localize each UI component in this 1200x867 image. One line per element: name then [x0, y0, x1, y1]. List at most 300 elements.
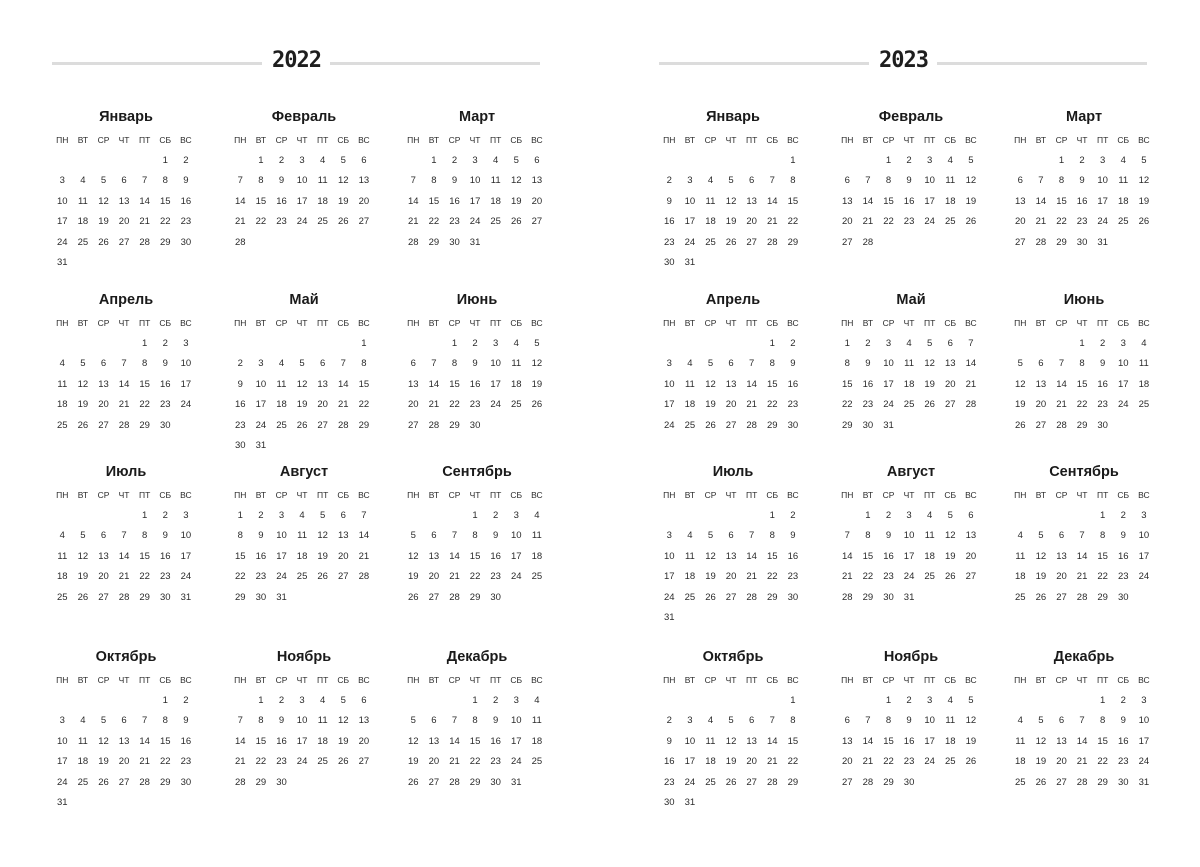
weekday-label: СБ [337, 318, 350, 328]
day-cell: 26 [705, 591, 716, 603]
day-cell: 14 [746, 550, 757, 562]
week-row [659, 715, 807, 735]
weekday-label: ВС [965, 675, 977, 685]
empty-day [680, 695, 701, 715]
weekday-label: ВС [180, 675, 192, 685]
empty-day [1031, 155, 1052, 175]
day-cell: 1 [431, 155, 437, 166]
day-cell: 26 [337, 216, 349, 228]
day-cell: 11 [490, 175, 501, 187]
day-cell: 15 [883, 735, 894, 747]
day-cell: 2 [278, 155, 285, 166]
empty-day [176, 420, 197, 440]
day-cell: 20 [746, 756, 757, 768]
weekday-label: ПТ [317, 490, 329, 500]
empty-day [1134, 237, 1155, 257]
day-cell: 28 [862, 776, 874, 788]
weekday-label: ВС [787, 490, 799, 500]
day-cell: 25 [490, 216, 501, 228]
day-cell: 20 [531, 195, 543, 207]
day-cell: 22 [469, 756, 481, 768]
day-cell: 22 [139, 399, 150, 411]
day-cell: 24 [57, 776, 68, 788]
day-cell: 18 [510, 378, 522, 390]
day-cell: 30 [180, 776, 192, 788]
day-cell: 28 [965, 399, 977, 411]
week-row [1010, 510, 1158, 530]
weekday-label: СР [1055, 675, 1068, 685]
day-cell: 23 [903, 756, 915, 768]
day-cell: 23 [276, 756, 287, 768]
day-cell: 27 [98, 591, 109, 603]
weekday-label: СБ [766, 490, 779, 500]
weekday-label: ПТ [1097, 318, 1109, 328]
weekday-header [52, 318, 200, 328]
week-row [659, 358, 807, 378]
day-cell: 9 [493, 715, 499, 727]
day-cell: 11 [531, 530, 542, 542]
week-row [403, 530, 551, 550]
week-row [230, 155, 378, 175]
day-cell: 7 [1079, 530, 1085, 542]
day-cell: 3 [687, 175, 693, 187]
day-cell: 7 [769, 175, 775, 187]
empty-day [940, 777, 961, 797]
month-1 [659, 109, 807, 279]
weekday-header [230, 675, 378, 685]
day-cell: 2 [1100, 338, 1106, 349]
day-cell: 26 [965, 756, 977, 768]
weekday-label: ЧТ [469, 135, 481, 145]
day-cell: 5 [340, 155, 346, 166]
day-cell: 29 [428, 236, 440, 248]
day-cell: 27 [428, 591, 440, 603]
day-cell: 1 [885, 155, 892, 166]
weekday-header [1010, 135, 1158, 145]
day-cell: 1 [1079, 338, 1085, 349]
day-cell: 18 [57, 571, 68, 583]
empty-day [230, 695, 251, 715]
weekday-header [52, 490, 200, 500]
week-row [403, 777, 551, 797]
day-cell: 6 [749, 715, 755, 727]
day-cell: 10 [1138, 530, 1150, 542]
day-cell: 16 [664, 756, 675, 768]
week-row [659, 530, 807, 550]
day-cell: 19 [725, 216, 737, 228]
weekday-label: ПТ [1097, 675, 1109, 685]
weekday-label: СР [275, 675, 288, 685]
day-cell: 21 [449, 571, 460, 583]
weekday-label: ПН [663, 135, 676, 145]
day-cell: 5 [1038, 530, 1044, 542]
day-cell: 17 [1117, 378, 1129, 390]
day-cell: 23 [1097, 399, 1108, 411]
week-row [659, 399, 807, 419]
day-cell: 16 [159, 378, 171, 390]
empty-day [354, 592, 375, 612]
day-cell: 5 [80, 530, 86, 542]
day-cell: 30 [490, 776, 501, 788]
week-row [659, 196, 807, 216]
day-cell: 16 [276, 735, 287, 747]
day-cell: 30 [235, 440, 246, 451]
day-cell: 30 [903, 776, 915, 788]
month-6 [403, 292, 551, 462]
day-cell: 26 [77, 419, 89, 431]
day-cell: 7 [410, 175, 416, 187]
day-cell: 25 [1138, 399, 1150, 411]
day-cell: 30 [1117, 591, 1129, 603]
day-cell: 2 [472, 338, 478, 349]
weekday-header [837, 318, 985, 328]
day-cell: 8 [142, 530, 148, 542]
day-cell: 1 [769, 510, 775, 521]
weekday-label: СБ [159, 490, 172, 500]
day-cell: 17 [276, 550, 287, 562]
weekday-label: ПН [407, 318, 420, 328]
day-cell: 11 [531, 715, 542, 727]
week-row [837, 196, 985, 216]
day-cell: 5 [968, 695, 974, 706]
week-row [659, 612, 807, 632]
week-row [403, 715, 551, 735]
day-cell: 19 [98, 216, 109, 228]
week-row [659, 592, 807, 612]
weekday-label: ПТ [924, 490, 936, 500]
day-cell: 11 [276, 378, 287, 390]
day-cell: 18 [531, 735, 543, 747]
day-cell: 1 [142, 338, 148, 349]
day-cell: 22 [787, 756, 799, 768]
weekday-label: ПТ [490, 675, 502, 685]
day-cell: 3 [183, 338, 189, 349]
week-row [1010, 736, 1158, 756]
day-cell: 21 [139, 756, 150, 768]
weekday-label: ЧТ [469, 675, 481, 685]
month-8 [837, 464, 985, 634]
empty-day [403, 338, 424, 358]
day-cell: 20 [337, 550, 349, 562]
week-row [837, 216, 985, 236]
day-cell: 10 [924, 715, 935, 727]
day-cell: 17 [924, 195, 935, 207]
weekday-label: ЧТ [725, 135, 737, 145]
empty-day [73, 510, 94, 530]
day-cell: 13 [428, 550, 440, 562]
day-cell: 27 [725, 419, 737, 431]
empty-day [837, 695, 858, 715]
week-row [403, 358, 551, 378]
week-row [52, 551, 200, 571]
day-cell: 4 [687, 358, 693, 370]
day-cell: 1 [865, 510, 871, 521]
day-cell: 15 [255, 195, 267, 207]
day-cell: 15 [469, 550, 481, 562]
day-cell: 19 [924, 378, 935, 390]
day-cell: 27 [842, 776, 853, 788]
day-cell: 30 [664, 257, 675, 268]
empty-day [783, 257, 804, 277]
empty-day [762, 155, 783, 175]
day-cell: 27 [1056, 776, 1067, 788]
week-row [659, 777, 807, 797]
day-cell: 6 [340, 510, 346, 521]
day-cell: 3 [1141, 510, 1147, 521]
weekday-label: СБ [510, 675, 523, 685]
day-cell: 1 [142, 510, 148, 521]
day-cell: 27 [98, 419, 109, 431]
empty-day [114, 338, 135, 358]
day-cell: 25 [944, 756, 956, 768]
empty-day [93, 257, 114, 277]
day-cell: 7 [451, 715, 458, 727]
day-cell: 24 [684, 236, 696, 248]
week-row [659, 216, 807, 236]
week-row [837, 592, 985, 612]
day-cell: 14 [965, 358, 977, 370]
day-cell: 5 [340, 695, 346, 706]
week-row [230, 551, 378, 571]
weekday-label: СБ [159, 135, 172, 145]
weekday-label: ВТ [255, 490, 267, 500]
day-cell: 28 [1056, 419, 1067, 431]
day-cell: 24 [664, 419, 675, 431]
day-cell: 2 [906, 155, 912, 166]
day-cell: 25 [684, 419, 696, 431]
day-cell: 24 [924, 216, 935, 228]
empty-day [721, 155, 742, 175]
day-cell: 14 [449, 550, 460, 562]
week-row [1010, 379, 1158, 399]
day-cell: 11 [317, 715, 328, 727]
month-name: Октябрь [702, 649, 764, 665]
week-row [403, 175, 551, 195]
day-cell: 25 [1015, 591, 1026, 603]
day-cell: 8 [865, 530, 871, 542]
day-cell: 8 [162, 715, 168, 727]
weekday-label: СР [97, 135, 110, 145]
week-row [659, 175, 807, 195]
weekday-label: ЧТ [1076, 490, 1088, 500]
week-row [52, 237, 200, 257]
day-cell: 28 [1076, 591, 1088, 603]
day-cell: 28 [746, 419, 757, 431]
weekday-label: ПН [841, 675, 854, 685]
day-cell: 24 [510, 756, 522, 768]
week-row [659, 797, 807, 817]
day-cell: 6 [121, 175, 127, 187]
day-cell: 15 [358, 378, 370, 390]
weekday-label: ВС [180, 135, 192, 145]
weekday-label: ВТ [1035, 135, 1047, 145]
week-row [837, 237, 985, 257]
day-cell: 4 [707, 715, 714, 727]
day-cell: 26 [77, 591, 89, 603]
day-cell: 21 [408, 216, 419, 228]
day-cell: 23 [1076, 216, 1088, 228]
week-row [230, 736, 378, 756]
empty-day [1134, 420, 1155, 440]
weekday-label: ПН [1014, 135, 1027, 145]
day-cell: 13 [98, 550, 109, 562]
month-11 [837, 649, 985, 819]
day-cell: 16 [469, 378, 481, 390]
day-cell: 25 [531, 756, 543, 768]
months-grid [52, 109, 552, 829]
empty-day [403, 155, 424, 175]
day-cell: 8 [844, 358, 850, 370]
weekday-label: ВТ [862, 675, 874, 685]
year-rule-left [659, 62, 869, 65]
empty-day [292, 338, 313, 358]
day-cell: 25 [317, 216, 328, 228]
year-rule-right [330, 62, 540, 65]
day-cell: 4 [59, 530, 65, 542]
weekday-label: ВТ [1035, 490, 1047, 500]
empty-day [403, 695, 424, 715]
day-cell: 17 [57, 216, 68, 228]
day-cell: 4 [534, 695, 540, 706]
day-cell: 28 [337, 419, 349, 431]
day-cell: 21 [428, 399, 440, 411]
empty-day [837, 155, 858, 175]
weekday-label: СР [275, 318, 288, 328]
day-cell: 20 [118, 216, 130, 228]
day-cell: 29 [1097, 776, 1108, 788]
day-cell: 22 [159, 216, 171, 228]
day-cell: 2 [790, 510, 796, 521]
day-cell: 6 [100, 530, 107, 542]
weekday-label: СБ [1117, 490, 1130, 500]
weekday-label: ЧТ [296, 135, 308, 145]
weekday-label: СБ [1117, 318, 1130, 328]
weekday-label: СР [704, 318, 717, 328]
week-row [230, 175, 378, 195]
empty-day [73, 695, 94, 715]
weekday-label: СБ [1117, 675, 1130, 685]
day-cell: 8 [790, 715, 796, 727]
empty-day [1051, 338, 1072, 358]
day-cell: 27 [1056, 591, 1067, 603]
day-cell: 13 [118, 735, 130, 747]
day-cell: 27 [944, 399, 956, 411]
day-cell: 25 [57, 591, 68, 603]
week-row [659, 736, 807, 756]
week-row [230, 237, 378, 257]
day-cell: 21 [746, 399, 757, 411]
day-cell: 14 [842, 550, 853, 562]
day-cell: 6 [534, 155, 540, 166]
day-cell: 27 [1015, 236, 1026, 248]
empty-day [527, 592, 548, 612]
weekday-label: ВТ [77, 135, 89, 145]
day-cell: 25 [684, 591, 696, 603]
day-cell: 12 [725, 735, 737, 747]
week-row [230, 216, 378, 236]
day-cell: 13 [358, 175, 370, 187]
day-cell: 10 [490, 358, 501, 370]
day-cell: 27 [118, 236, 130, 248]
weekday-label: ВС [531, 490, 543, 500]
empty-day [659, 155, 680, 175]
day-cell: 29 [1056, 236, 1067, 248]
day-cell: 16 [276, 195, 287, 207]
day-cell: 7 [121, 530, 127, 542]
day-cell: 26 [725, 776, 737, 788]
month-name: Май [289, 292, 319, 308]
day-cell: 19 [408, 756, 419, 768]
weekday-label: СР [97, 318, 110, 328]
day-cell: 24 [1117, 399, 1129, 411]
day-cell: 4 [1120, 155, 1126, 166]
weekday-label: ПН [407, 490, 420, 500]
weekday-label: ПН [56, 135, 69, 145]
day-cell: 22 [139, 571, 150, 583]
weekday-label: ПТ [924, 675, 936, 685]
day-cell: 23 [449, 216, 460, 228]
day-cell: 31 [255, 440, 267, 451]
day-cell: 29 [469, 776, 481, 788]
day-cell: 10 [57, 195, 68, 207]
day-cell: 15 [787, 195, 799, 207]
week-row [659, 379, 807, 399]
day-cell: 19 [965, 195, 977, 207]
day-cell: 2 [493, 695, 499, 706]
day-cell: 20 [746, 216, 757, 228]
day-cell: 27 [358, 216, 370, 228]
week-row [403, 571, 551, 591]
empty-day [134, 155, 155, 175]
day-cell: 19 [77, 399, 89, 411]
empty-day [93, 695, 114, 715]
weekday-label: СБ [337, 490, 350, 500]
day-cell: 20 [428, 756, 440, 768]
weekday-label: ПН [234, 318, 247, 328]
month-name: Январь [706, 109, 760, 125]
day-cell: 7 [749, 530, 755, 542]
day-cell: 10 [903, 530, 915, 542]
empty-day [919, 237, 940, 257]
day-cell: 9 [885, 530, 892, 542]
day-cell: 28 [139, 776, 150, 788]
day-cell: 20 [1056, 756, 1067, 768]
empty-day [155, 797, 176, 817]
day-cell: 29 [449, 419, 460, 431]
empty-day [52, 695, 73, 715]
day-cell: 14 [118, 378, 130, 390]
day-cell: 12 [1015, 378, 1026, 390]
weekday-label: ПН [663, 318, 676, 328]
day-cell: 6 [728, 358, 734, 370]
empty-day [1010, 510, 1031, 530]
weekday-label: ПН [234, 675, 247, 685]
day-cell: 25 [1015, 776, 1026, 788]
day-cell: 14 [766, 195, 778, 207]
day-cell: 16 [664, 216, 675, 228]
week-row [837, 175, 985, 195]
day-cell: 3 [687, 715, 693, 727]
empty-day [354, 777, 375, 797]
day-cell: 31 [510, 776, 522, 788]
empty-day [312, 440, 333, 460]
day-cell: 23 [1117, 571, 1129, 583]
day-cell: 7 [237, 175, 243, 187]
day-cell: 13 [842, 195, 853, 207]
empty-day [940, 237, 961, 257]
empty-day [783, 797, 804, 817]
day-cell: 21 [235, 216, 246, 228]
